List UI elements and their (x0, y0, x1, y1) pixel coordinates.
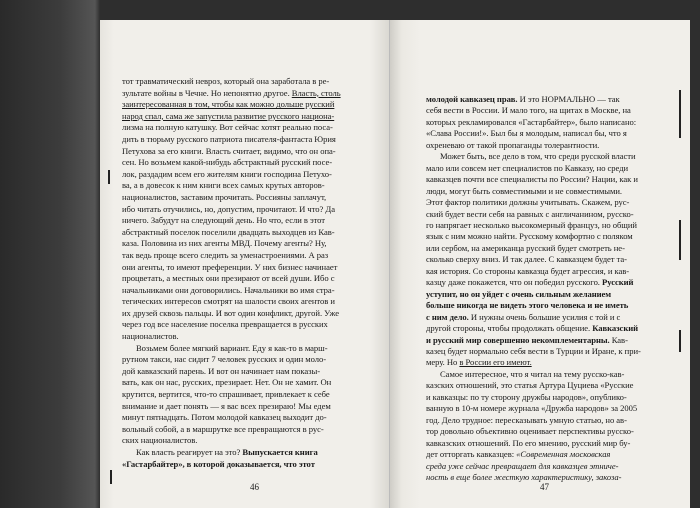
text-line: и русский мир совершенно некомплементарны. Кав- (426, 334, 628, 345)
text-line: кавказцев почти все специалисты по России? Нации, как и (426, 174, 638, 185)
margin-mark (110, 470, 112, 484)
text-line: заинтересованная в том, чтобы как можно дольше русский (122, 99, 335, 110)
text-line: ибо читать отучились, но, допустим, прочитают. И что? Да (122, 203, 335, 214)
text-line: Как власть реагирует на это? Выпускается книга (136, 447, 318, 457)
text-line: больше никогда не видеть этого человека и не иметь (426, 300, 629, 311)
text-line: ность в еще более жесткую характеристику, закоза- (426, 471, 622, 482)
margin-mark (679, 220, 681, 260)
text-line: тегических интересов смотрят на шалости своих агентов и (122, 296, 335, 307)
text-line: тот травматический невроз, который она заработала в ре- (122, 76, 330, 86)
underlined-text: Власть, столь (291, 87, 341, 98)
text-line: дой кавказский парень. И вот он начинает нам показы- (122, 365, 321, 376)
text-line: кавказских отношений. По его мнению, русский мир бу- (426, 437, 631, 448)
text-line: кая история. Со стороны кавказца будет агрессия, и кав- (426, 265, 630, 276)
text-line: лок, раздадим всем его жителям книги господина Петухо- (122, 168, 332, 179)
text-line: дет отторгать кавказцев: «Современная московская (426, 449, 611, 460)
text-line: абстрактный поселок поселили двадцать выходцев из Кав- (122, 226, 335, 237)
margin-mark (679, 330, 681, 352)
text-line: и кавказцы: по ту сторону дружбы народов», опублико- (426, 391, 627, 402)
right-page (390, 20, 690, 508)
text-line: ванную в 10-м номере журнала «Дружба народов» за 2005 (426, 403, 638, 414)
text-line: уступит, но он уйдет с очень сильным желанием (426, 288, 612, 299)
bold-text: и русский мир совершенно некомплементарны. (426, 334, 610, 345)
text-line: их друзей сквозь пальцы. И вот один конфликт, другой. Уже (122, 307, 339, 318)
margin-mark (679, 90, 681, 138)
text-line: Самое интересное, что я читал на тему русско-кав- (440, 368, 625, 379)
text-line: казских отношений, это статья Артура Цуциева «Русские (426, 380, 634, 391)
text-line: Может быть, все дело в том, что среди русской власти (440, 151, 636, 162)
text-line: ских националистов. (122, 435, 198, 446)
text-line: сколько сверху вниз. И так далее. С кавказцем будет та- (426, 254, 627, 265)
text-line: начальниками они договорились. Начальники во имя стра- (122, 284, 335, 295)
text-line: го напрягает несколько высокомерный француз, но общий (426, 219, 637, 230)
text-line: дить в тюрьму русского патриота писателя-фантаста Юрия (122, 133, 336, 144)
text-line: сен. Но возьмем какой-нибудь абстрактный русский посе- (122, 157, 333, 168)
bold-text: молодой кавказец прав. (426, 94, 518, 104)
bold-text: Кавказский (592, 323, 639, 334)
margin-mark (108, 170, 110, 184)
text-line: другой стороны, чтобы продолжать общение. Кавказский (426, 323, 639, 334)
bold-text: с ним дело. (426, 311, 469, 322)
left-page (100, 20, 390, 508)
text-line: процветать, а местных они презирают от всей души. Ибо с (122, 273, 335, 284)
text-line: так ведь проще всего следить за уменастроениями. А раз (122, 249, 329, 260)
text-line: люди, могут быть совместимыми и не совместимыми. (426, 185, 622, 196)
text-line: народ спал, сама же запустила развитие русского национа- (122, 110, 335, 121)
bold-text: Русский (602, 277, 634, 288)
text-line: среда уже сейчас превращает для кавказцев этниче- (426, 460, 619, 471)
text-line: националистов, заставим прочитать. Россияны заплачут, (122, 191, 327, 202)
text-line: ва, а в довесок к ним книги всех самых крутых авторов- (122, 180, 325, 191)
text-line: через год все население поселка превращается в русских (122, 319, 328, 330)
text-line: националистов. (122, 331, 179, 342)
text-line: казец будет нормально себя вести в Турции и Иране, к при- (426, 345, 641, 356)
text-line: крутится, вертится, что-то спрашивает, привлекает к себе (122, 389, 330, 400)
text-line: которых рекламировался «Гастарбайтер», было написано: (426, 116, 637, 127)
text-line: охреневаю от такой пропаганды толерантности. (426, 139, 600, 150)
text-line: меру. Но в России его имеют. (426, 357, 532, 368)
text-line: с ним дело. И нужны очень большие усилия с той и с (426, 311, 621, 322)
text-line: ский будет вести себя на равных с англичанином, русско- (426, 208, 634, 219)
page-number: 47 (540, 482, 549, 492)
text-line: рутном такси, нас сидит 7 человек русских и один моло- (122, 354, 327, 365)
text-line: Петухова за его книги. Власть считает, видимо, что он опа- (122, 145, 336, 156)
text-line: вольный собой, а в маршрутке все превращаются в рус- (122, 423, 324, 434)
text-line: молодой кавказец прав. И это НОРМАЛЬНО — так (426, 94, 620, 104)
right-page-text (426, 94, 672, 483)
underlined-text: в России его имеют. (459, 357, 532, 368)
text-line: мало или совсем нет специалистов по Кавказу, но среди (426, 162, 629, 173)
left-page-text (122, 76, 375, 470)
text-line: ничего. Забудут на следующий день. Но что, если в этот (122, 215, 326, 226)
text-line: лизма на полную катушку. Вот сейчас хотят реально поса- (122, 122, 333, 133)
page-number: 46 (250, 482, 259, 492)
text-line: зультате войны в Чечне. Но непонятно другое. Власть, столь (122, 87, 341, 98)
text-line: каза. Половина из них агенты МВД. Почему агенты? Ну, (122, 238, 327, 249)
text-line: тор довольно объективно оценивает перспективы русско- (426, 426, 634, 437)
text-line: год. Дело трудное: пересказывать умную статью, но ав- (426, 414, 627, 425)
text-line: или сербом, на американца русский будет смотреть не- (426, 242, 625, 253)
text-line: «Гастарбайтер», в которой доказывается, что этот (122, 458, 315, 469)
text-line: вать, как он нас, русских, презирает. Нет. Он не хамит. Он (122, 377, 332, 388)
text-line: они агенты, то имеют преференции. У них бизнес начинает (122, 261, 338, 272)
text-line: казцу даже покажется, что он победил русского. Русский (426, 277, 634, 288)
text-line: себя вести в России. И мало того, на щитах в Москве, на (426, 105, 631, 116)
text-line: минут пятнадцать. Потом молодой кавказец выходит до- (122, 412, 327, 423)
text-line: язык с ним можно найти. Русскому комфортно с поляком (426, 231, 633, 242)
text-line: Возьмем более мягкий вариант. Еду я как-то в марш- (136, 342, 328, 353)
text-line: внимание и дает понять — я вас всех презираю! Мы едем (122, 400, 331, 411)
text-line: «Слава России!». Был бы я молодым, написал бы, что я (426, 128, 627, 139)
italic-text: «Современная московская (516, 449, 611, 460)
bold-text: Выпускается книга (242, 447, 318, 457)
text-line: Этот фактор политики должны учитывать. Скажем, рус- (426, 197, 630, 208)
